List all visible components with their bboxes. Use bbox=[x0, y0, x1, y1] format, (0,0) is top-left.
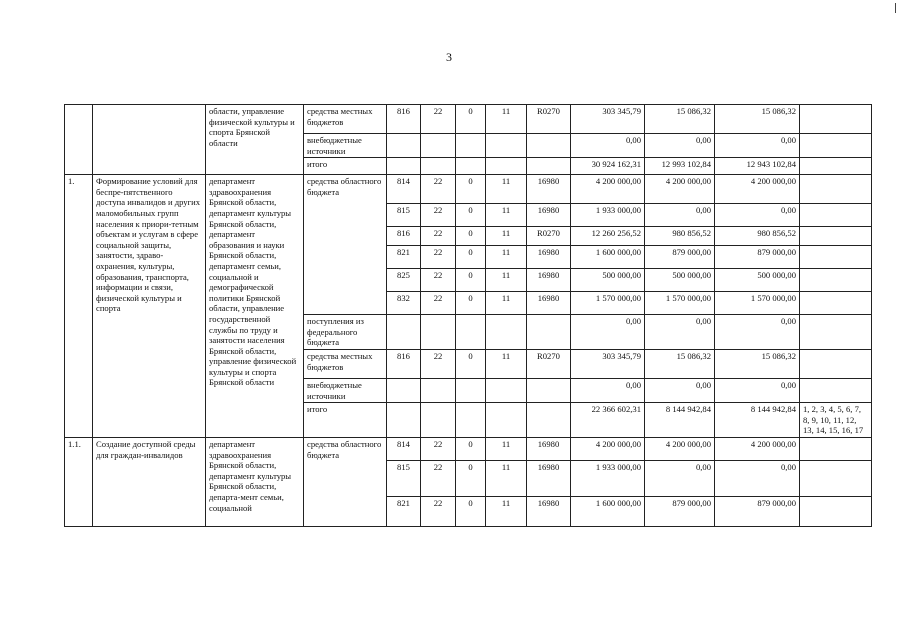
total-cell: 22 366 602,31 bbox=[571, 403, 645, 438]
rz-cell: 22 bbox=[421, 175, 456, 204]
row-number-cell: 1. bbox=[65, 175, 93, 438]
grbs-cell bbox=[387, 403, 421, 438]
rz-cell bbox=[421, 378, 456, 402]
grbs-cell: 821 bbox=[387, 496, 421, 526]
rz-cell bbox=[421, 403, 456, 438]
source-cell: поступления из федерального бюджета bbox=[304, 315, 387, 350]
executor-cell: департамент здравоохранения Брянской области, департамент культуры Брянской области, департамент образования и науки Брянской области, департамент семьи, социальной и демографической политики Брянской области, управление государственной службы по труду и занятости населения Брянской области, управление физической культуры и спорта Брянской области bbox=[206, 175, 304, 438]
year1-cell: 12 993 102,84 bbox=[645, 158, 715, 175]
csr-cell: 16980 bbox=[527, 496, 571, 526]
ps-cell bbox=[486, 378, 527, 402]
csr-cell bbox=[527, 403, 571, 438]
rz-cell: 22 bbox=[421, 496, 456, 526]
source-cell: внебюджетные источники bbox=[304, 378, 387, 402]
rz-cell bbox=[421, 134, 456, 158]
indicators-cell: 1, 2, 3, 4, 5, 6, 7, 8, 9, 10, 11, 12, 13, 14, 15, 16, 17 bbox=[800, 403, 872, 438]
csr-cell: 16980 bbox=[527, 204, 571, 227]
grbs-cell bbox=[387, 158, 421, 175]
year1-cell: 879 000,00 bbox=[645, 496, 715, 526]
total-cell: 1 933 000,00 bbox=[571, 204, 645, 227]
year2-cell: 8 144 942,84 bbox=[715, 403, 800, 438]
pr-cell: 0 bbox=[456, 175, 486, 204]
year1-cell: 15 086,32 bbox=[645, 349, 715, 378]
total-cell: 0,00 bbox=[571, 315, 645, 350]
pr-cell: 0 bbox=[456, 204, 486, 227]
ps-cell: 11 bbox=[486, 269, 527, 292]
year2-cell: 0,00 bbox=[715, 460, 800, 496]
year2-cell: 0,00 bbox=[715, 378, 800, 402]
csr-cell: 16980 bbox=[527, 175, 571, 204]
budget-table bbox=[64, 104, 872, 527]
indicators-cell bbox=[800, 460, 872, 496]
ps-cell bbox=[486, 158, 527, 175]
ps-cell: 11 bbox=[486, 460, 527, 496]
source-cell: средства местных бюджетов bbox=[304, 105, 387, 134]
total-cell: 0,00 bbox=[571, 134, 645, 158]
pr-cell bbox=[456, 134, 486, 158]
rz-cell bbox=[421, 158, 456, 175]
year1-cell: 8 144 942,84 bbox=[645, 403, 715, 438]
csr-cell: 16980 bbox=[527, 246, 571, 269]
indicators-cell bbox=[800, 292, 872, 315]
csr-cell: R0270 bbox=[527, 349, 571, 378]
pr-cell: 0 bbox=[456, 292, 486, 315]
total-cell: 4 200 000,00 bbox=[571, 175, 645, 204]
rz-cell: 22 bbox=[421, 349, 456, 378]
table-row bbox=[65, 105, 872, 134]
indicators-cell bbox=[800, 269, 872, 292]
year1-cell: 0,00 bbox=[645, 134, 715, 158]
ps-cell: 11 bbox=[486, 246, 527, 269]
grbs-cell: 825 bbox=[387, 269, 421, 292]
rz-cell: 22 bbox=[421, 227, 456, 246]
csr-cell: 16980 bbox=[527, 269, 571, 292]
table-row bbox=[65, 437, 872, 460]
table-row bbox=[65, 175, 872, 204]
indicators-cell bbox=[800, 204, 872, 227]
source-cell: средства местных бюджетов bbox=[304, 349, 387, 378]
year2-cell: 879 000,00 bbox=[715, 496, 800, 526]
indicators-cell bbox=[800, 378, 872, 402]
ps-cell bbox=[486, 315, 527, 350]
total-cell: 1 600 000,00 bbox=[571, 496, 645, 526]
ps-cell: 11 bbox=[486, 496, 527, 526]
indicators-cell bbox=[800, 437, 872, 460]
title-cell: Формирование условий для беспре-пятственного доступа инвалидов и других маломобильных групп населения к приори-тетным объектам и услугам в сфере социальной защиты, занятости, здраво-охранения, культуры, образования, транспорта, информации и связи, физической культуры и спорта bbox=[93, 175, 206, 438]
csr-cell: 16980 bbox=[527, 437, 571, 460]
csr-cell bbox=[527, 315, 571, 350]
source-cell: итого bbox=[304, 403, 387, 438]
grbs-cell bbox=[387, 378, 421, 402]
year1-cell: 4 200 000,00 bbox=[645, 175, 715, 204]
total-cell: 0,00 bbox=[571, 378, 645, 402]
title-cell bbox=[93, 105, 206, 175]
pr-cell: 0 bbox=[456, 246, 486, 269]
total-cell: 30 924 162,31 bbox=[571, 158, 645, 175]
rz-cell bbox=[421, 315, 456, 350]
year1-cell: 4 200 000,00 bbox=[645, 437, 715, 460]
pr-cell bbox=[456, 158, 486, 175]
indicators-cell bbox=[800, 349, 872, 378]
grbs-cell: 816 bbox=[387, 349, 421, 378]
csr-cell bbox=[527, 134, 571, 158]
ps-cell: 11 bbox=[486, 292, 527, 315]
title-cell: Создание доступной среды для граждан-инвалидов bbox=[93, 437, 206, 526]
csr-cell: 16980 bbox=[527, 460, 571, 496]
total-cell: 1 570 000,00 bbox=[571, 292, 645, 315]
year2-cell: 0,00 bbox=[715, 134, 800, 158]
source-cell: средства областного бюджета bbox=[304, 437, 387, 526]
pr-cell: 0 bbox=[456, 437, 486, 460]
pr-cell: 0 bbox=[456, 496, 486, 526]
grbs-cell bbox=[387, 315, 421, 350]
indicators-cell bbox=[800, 134, 872, 158]
indicators-cell bbox=[800, 315, 872, 350]
grbs-cell: 816 bbox=[387, 105, 421, 134]
grbs-cell: 816 bbox=[387, 227, 421, 246]
grbs-cell: 814 bbox=[387, 437, 421, 460]
ps-cell: 11 bbox=[486, 349, 527, 378]
total-cell: 500 000,00 bbox=[571, 269, 645, 292]
year1-cell: 1 570 000,00 bbox=[645, 292, 715, 315]
ps-cell: 11 bbox=[486, 105, 527, 134]
page-number: 3 bbox=[446, 50, 452, 64]
pr-cell: 0 bbox=[456, 349, 486, 378]
indicators-cell bbox=[800, 246, 872, 269]
year1-cell: 500 000,00 bbox=[645, 269, 715, 292]
rz-cell: 22 bbox=[421, 246, 456, 269]
year1-cell: 0,00 bbox=[645, 460, 715, 496]
grbs-cell bbox=[387, 134, 421, 158]
grbs-cell: 814 bbox=[387, 175, 421, 204]
year2-cell: 500 000,00 bbox=[715, 269, 800, 292]
csr-cell bbox=[527, 378, 571, 402]
year1-cell: 15 086,32 bbox=[645, 105, 715, 134]
grbs-cell: 832 bbox=[387, 292, 421, 315]
executor-cell: департамент здравоохранения Брянской области, департамент культуры Брянской области, департа-мент семьи, социальной bbox=[206, 437, 304, 526]
indicators-cell bbox=[800, 105, 872, 134]
rz-cell: 22 bbox=[421, 292, 456, 315]
ps-cell: 11 bbox=[486, 227, 527, 246]
rz-cell: 22 bbox=[421, 437, 456, 460]
total-cell: 12 260 256,52 bbox=[571, 227, 645, 246]
year1-cell: 879 000,00 bbox=[645, 246, 715, 269]
year2-cell: 0,00 bbox=[715, 315, 800, 350]
year2-cell: 879 000,00 bbox=[715, 246, 800, 269]
year2-cell: 4 200 000,00 bbox=[715, 437, 800, 460]
pr-cell bbox=[456, 315, 486, 350]
ps-cell bbox=[486, 134, 527, 158]
source-cell: внебюджетные источники bbox=[304, 134, 387, 158]
indicators-cell bbox=[800, 158, 872, 175]
pr-cell: 0 bbox=[456, 105, 486, 134]
csr-cell bbox=[527, 158, 571, 175]
pr-cell: 0 bbox=[456, 227, 486, 246]
csr-cell: R0270 bbox=[527, 105, 571, 134]
executor-cell: области, управление физической культуры и спорта Брянской области bbox=[206, 105, 304, 175]
ps-cell: 11 bbox=[486, 175, 527, 204]
year2-cell: 15 086,32 bbox=[715, 105, 800, 134]
grbs-cell: 815 bbox=[387, 460, 421, 496]
total-cell: 303 345,79 bbox=[571, 349, 645, 378]
year2-cell: 1 570 000,00 bbox=[715, 292, 800, 315]
year2-cell: 0,00 bbox=[715, 204, 800, 227]
year2-cell: 980 856,52 bbox=[715, 227, 800, 246]
source-cell: итого bbox=[304, 158, 387, 175]
row-number-cell: 1.1. bbox=[65, 437, 93, 526]
total-cell: 303 345,79 bbox=[571, 105, 645, 134]
source-cell: средства областного бюджета bbox=[304, 175, 387, 315]
pr-cell bbox=[456, 403, 486, 438]
grbs-cell: 821 bbox=[387, 246, 421, 269]
rz-cell: 22 bbox=[421, 269, 456, 292]
rz-cell: 22 bbox=[421, 460, 456, 496]
year1-cell: 0,00 bbox=[645, 204, 715, 227]
year1-cell: 0,00 bbox=[645, 378, 715, 402]
csr-cell: R0270 bbox=[527, 227, 571, 246]
year2-cell: 15 086,32 bbox=[715, 349, 800, 378]
pr-cell bbox=[456, 378, 486, 402]
total-cell: 1 600 000,00 bbox=[571, 246, 645, 269]
pr-cell: 0 bbox=[456, 269, 486, 292]
indicators-cell bbox=[800, 175, 872, 204]
grbs-cell: 815 bbox=[387, 204, 421, 227]
indicators-cell bbox=[800, 496, 872, 526]
rz-cell: 22 bbox=[421, 105, 456, 134]
ps-cell bbox=[486, 403, 527, 438]
year1-cell: 980 856,52 bbox=[645, 227, 715, 246]
row-number-cell bbox=[65, 105, 93, 175]
indicators-cell bbox=[800, 227, 872, 246]
year1-cell: 0,00 bbox=[645, 315, 715, 350]
pr-cell: 0 bbox=[456, 460, 486, 496]
year2-cell: 4 200 000,00 bbox=[715, 175, 800, 204]
edge-mark bbox=[895, 3, 896, 13]
ps-cell: 11 bbox=[486, 204, 527, 227]
ps-cell: 11 bbox=[486, 437, 527, 460]
year2-cell: 12 943 102,84 bbox=[715, 158, 800, 175]
rz-cell: 22 bbox=[421, 204, 456, 227]
csr-cell: 16980 bbox=[527, 292, 571, 315]
total-cell: 4 200 000,00 bbox=[571, 437, 645, 460]
total-cell: 1 933 000,00 bbox=[571, 460, 645, 496]
